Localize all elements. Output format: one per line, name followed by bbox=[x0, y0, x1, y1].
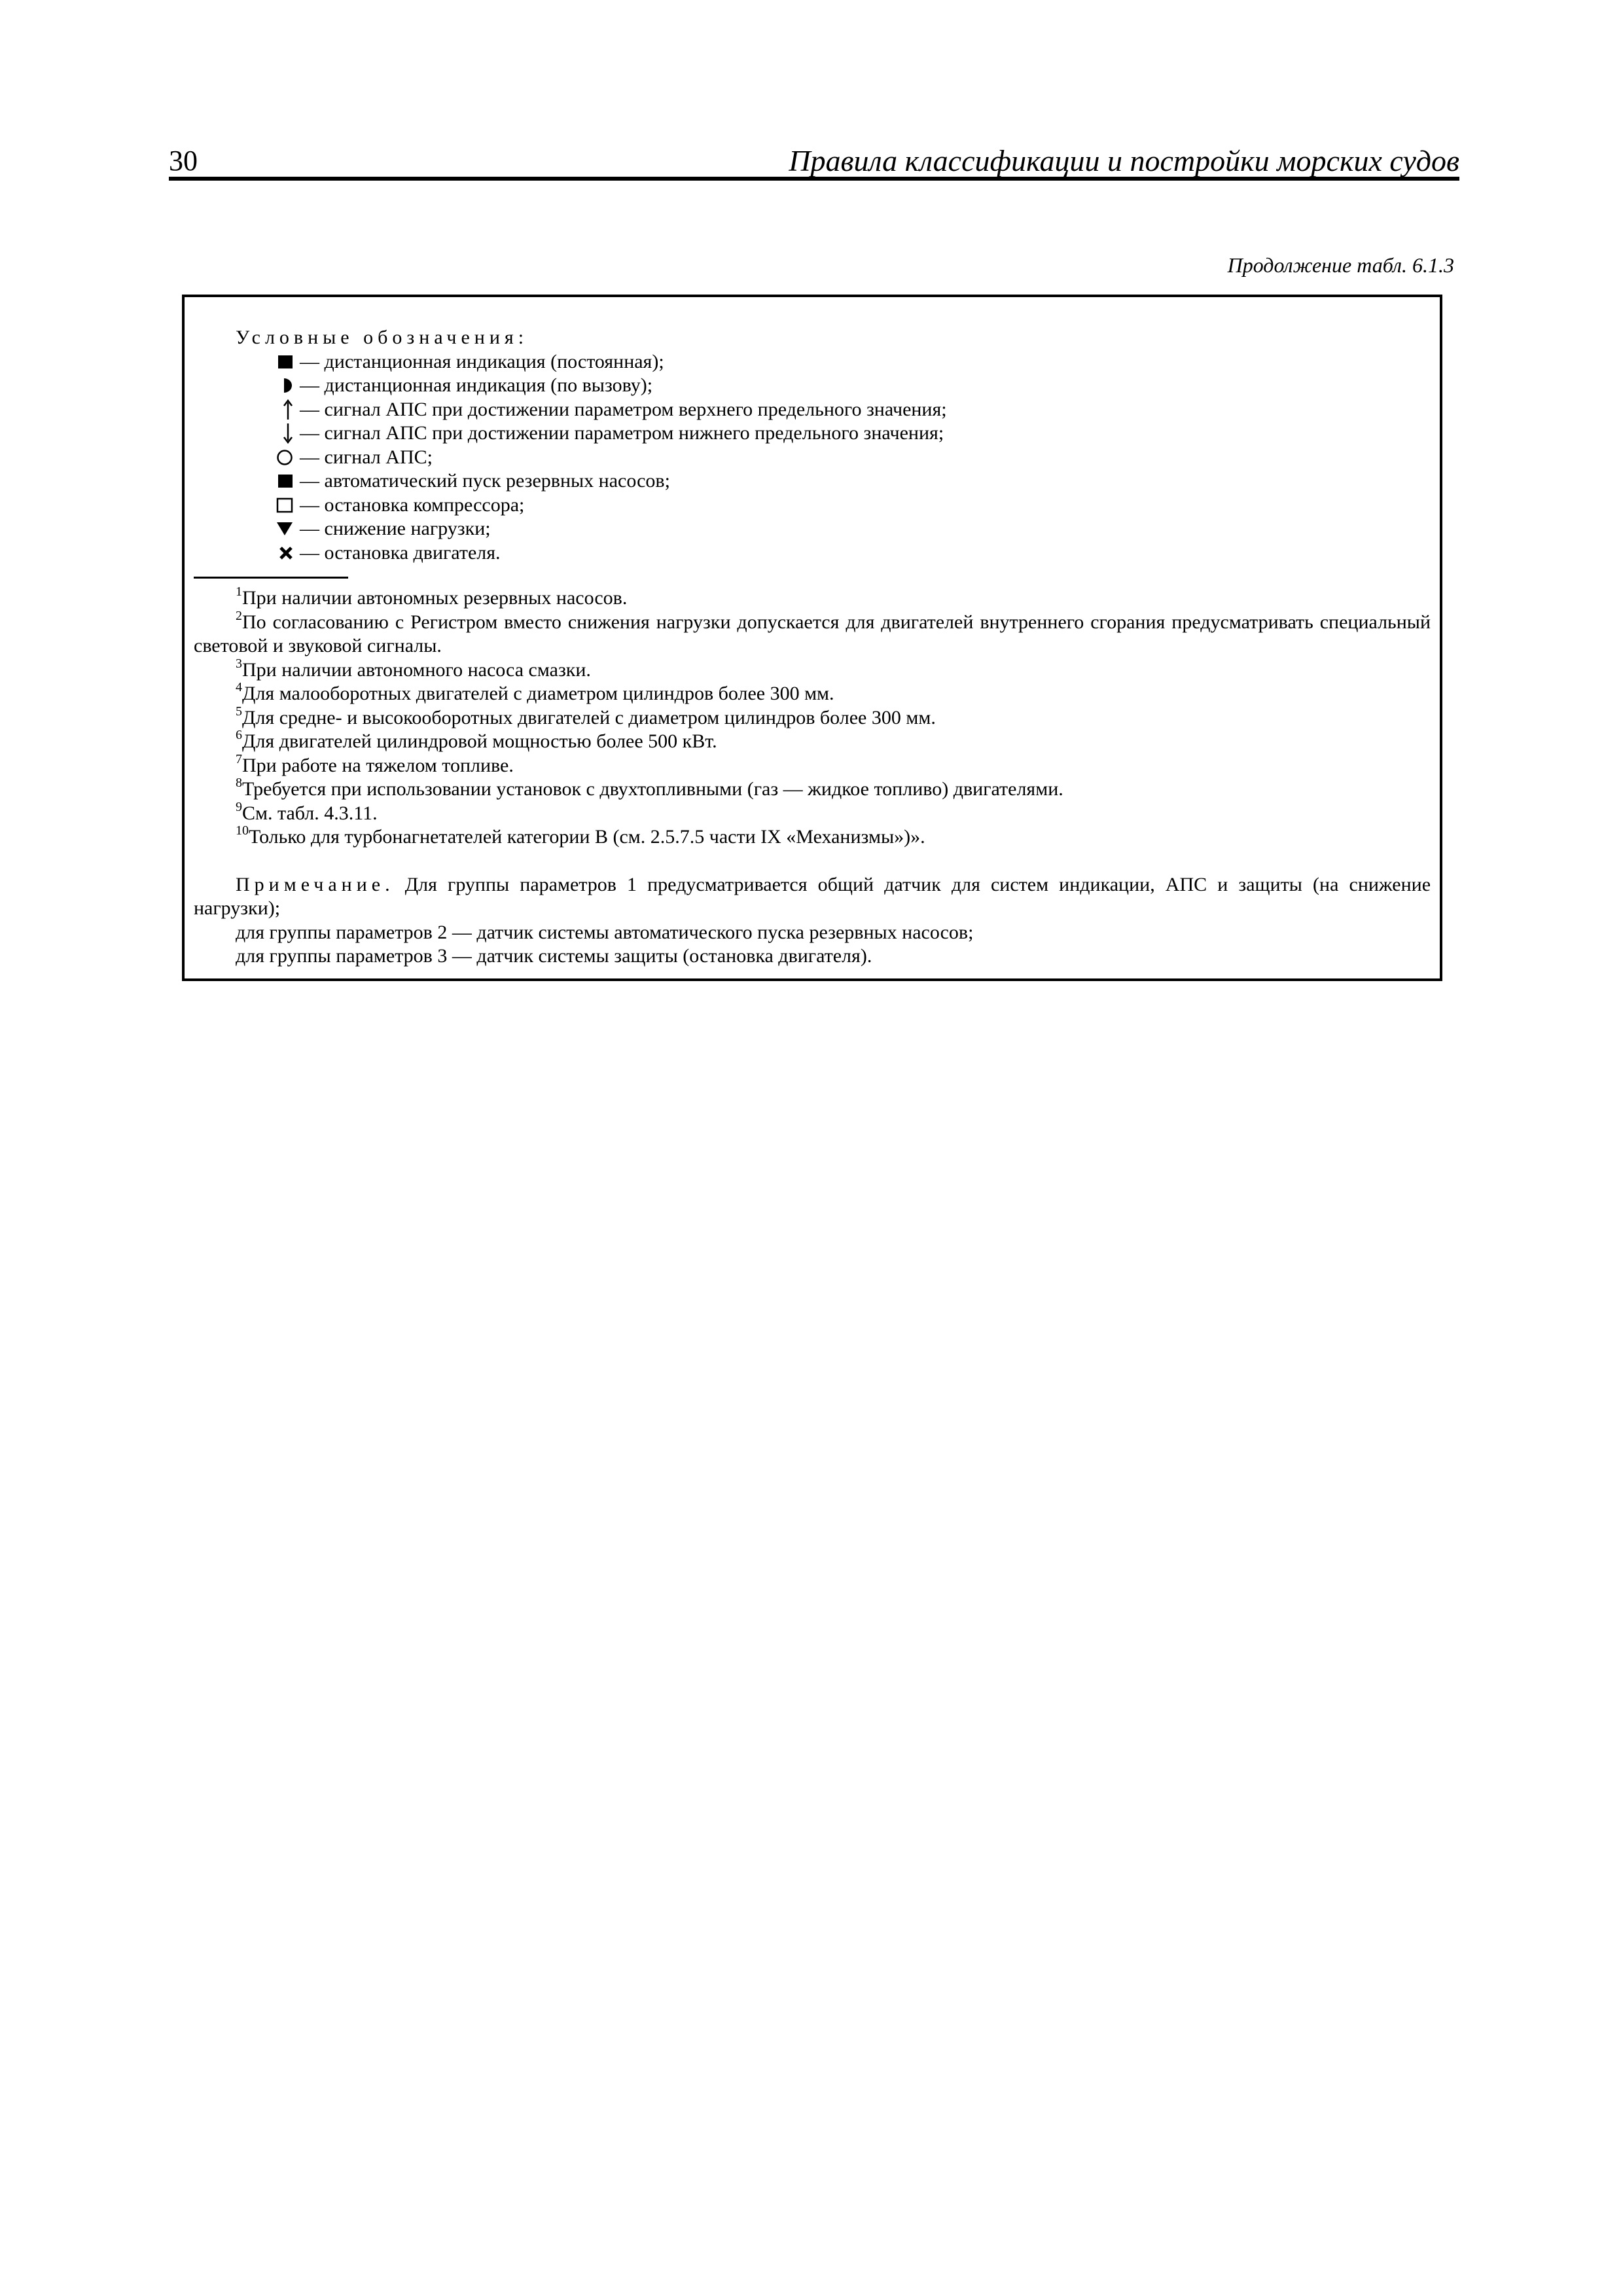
down-triangle-icon bbox=[194, 517, 300, 541]
legend-item-text: — дистанционная индикация (по вызову); bbox=[300, 374, 653, 396]
footnote-text: См. табл. 4.3.11. bbox=[242, 802, 378, 824]
legend-item bbox=[194, 517, 1431, 541]
legend-item-text: — сигнал АПС при достижении параметром верхнего предельного значения; bbox=[300, 398, 947, 420]
footnote bbox=[194, 608, 1431, 658]
footnote-number: 10 bbox=[236, 823, 249, 838]
legend-item bbox=[194, 446, 1431, 470]
legend-item-text: — сигнал АПС; bbox=[300, 446, 433, 468]
note-label: Примечание. bbox=[236, 873, 395, 895]
arrow-up-icon bbox=[194, 398, 300, 422]
table-continuation-label: Продолжение табл. 6.1.3 bbox=[1227, 253, 1454, 277]
footnote-number: 5 bbox=[236, 704, 242, 719]
cross-icon bbox=[194, 541, 300, 565]
note-line: для группы параметров 2 — датчик системы автоматического пуска резервных насосов; bbox=[236, 921, 974, 943]
footnote-separator bbox=[194, 577, 348, 579]
note-paragraph bbox=[194, 873, 1431, 921]
footnote-number: 4 bbox=[236, 680, 242, 694]
footnote-text: Требуется при использовании установок с двухтопливными (газ — жидкое топливо) двигателями. bbox=[242, 778, 1063, 800]
footnote bbox=[194, 825, 1431, 850]
footnote bbox=[194, 682, 1431, 706]
filled-square-icon bbox=[194, 469, 300, 493]
legend-item bbox=[194, 422, 1431, 446]
note-line: для группы параметров 3 — датчик системы защиты (остановка двигателя). bbox=[236, 945, 872, 967]
footnote-number: 9 bbox=[236, 799, 242, 814]
running-title: Правила классификации и постройки морских судов bbox=[789, 144, 1459, 177]
legend-item bbox=[194, 398, 1431, 422]
footnote bbox=[194, 778, 1431, 802]
footnote-number: 2 bbox=[236, 608, 242, 623]
filled-square-icon bbox=[194, 350, 300, 374]
note-text: Для группы параметров 1 предусматривается общий датчик для систем индикации, АПС и защиты (на снижение нагрузки); bbox=[194, 873, 1431, 919]
footnote-number: 1 bbox=[236, 584, 242, 599]
footnote bbox=[194, 751, 1431, 778]
table-frame bbox=[182, 295, 1442, 981]
open-circle-icon bbox=[194, 446, 300, 470]
open-square-icon bbox=[194, 493, 300, 518]
footnote-number: 7 bbox=[236, 751, 242, 766]
footnote-text: Только для турбонагнетателей категории B (см. 2.5.7.5 части IX «Механизмы»)». bbox=[249, 826, 925, 848]
legend-item-text: — снижение нагрузки; bbox=[300, 518, 491, 539]
legend-item-text: — остановка двигателя. bbox=[300, 541, 501, 564]
footnote-text: Для малооборотных двигателей с диаметром цилиндров более 300 мм. bbox=[242, 683, 834, 704]
footnote-text: Для двигателей цилиндровой мощностью более 500 кВт. bbox=[242, 730, 717, 752]
footnote-text: По согласованию с Регистром вместо снижения нагрузки допускается для двигателей внутреннего сгорания предусматривать специальный световой и звуковой сигналы. bbox=[194, 611, 1431, 656]
footnote bbox=[194, 730, 1431, 754]
footnote-text: При наличии автономного насоса смазки. bbox=[242, 658, 591, 681]
footnote-number: 6 bbox=[236, 728, 242, 742]
legend-item-text: — автоматический пуск резервных насосов; bbox=[300, 470, 670, 492]
half-circle-icon bbox=[194, 374, 300, 398]
footnote bbox=[194, 799, 1431, 826]
footnote-text: При работе на тяжелом топливе. bbox=[242, 754, 514, 776]
legend-item bbox=[194, 493, 1431, 518]
legend-item-text: — остановка компрессора; bbox=[300, 493, 525, 516]
legend-item bbox=[194, 374, 1431, 398]
table-content bbox=[194, 326, 1431, 969]
footnote-text: При наличии автономных резервных насосов. bbox=[242, 587, 628, 609]
legend-item bbox=[194, 469, 1431, 493]
footnote bbox=[194, 706, 1431, 730]
legend-heading: Условные обозначения: bbox=[236, 327, 529, 348]
footnote-text: Для средне- и высокооборотных двигателей с диаметром цилиндров более 300 мм. bbox=[242, 706, 936, 728]
footnote-number: 3 bbox=[236, 656, 242, 671]
footnote bbox=[194, 658, 1431, 683]
legend-item-text: — сигнал АПС при достижении параметром нижнего предельного значения; bbox=[300, 422, 944, 444]
legend-item bbox=[194, 350, 1431, 374]
page-number: 30 bbox=[169, 145, 198, 177]
legend-item-text: — дистанционная индикация (постоянная); bbox=[300, 350, 664, 372]
footnote-number: 8 bbox=[236, 776, 242, 790]
legend-item bbox=[194, 541, 1431, 565]
footnote bbox=[194, 586, 1431, 611]
header-rule bbox=[169, 177, 1459, 181]
arrow-down-icon bbox=[194, 422, 300, 446]
